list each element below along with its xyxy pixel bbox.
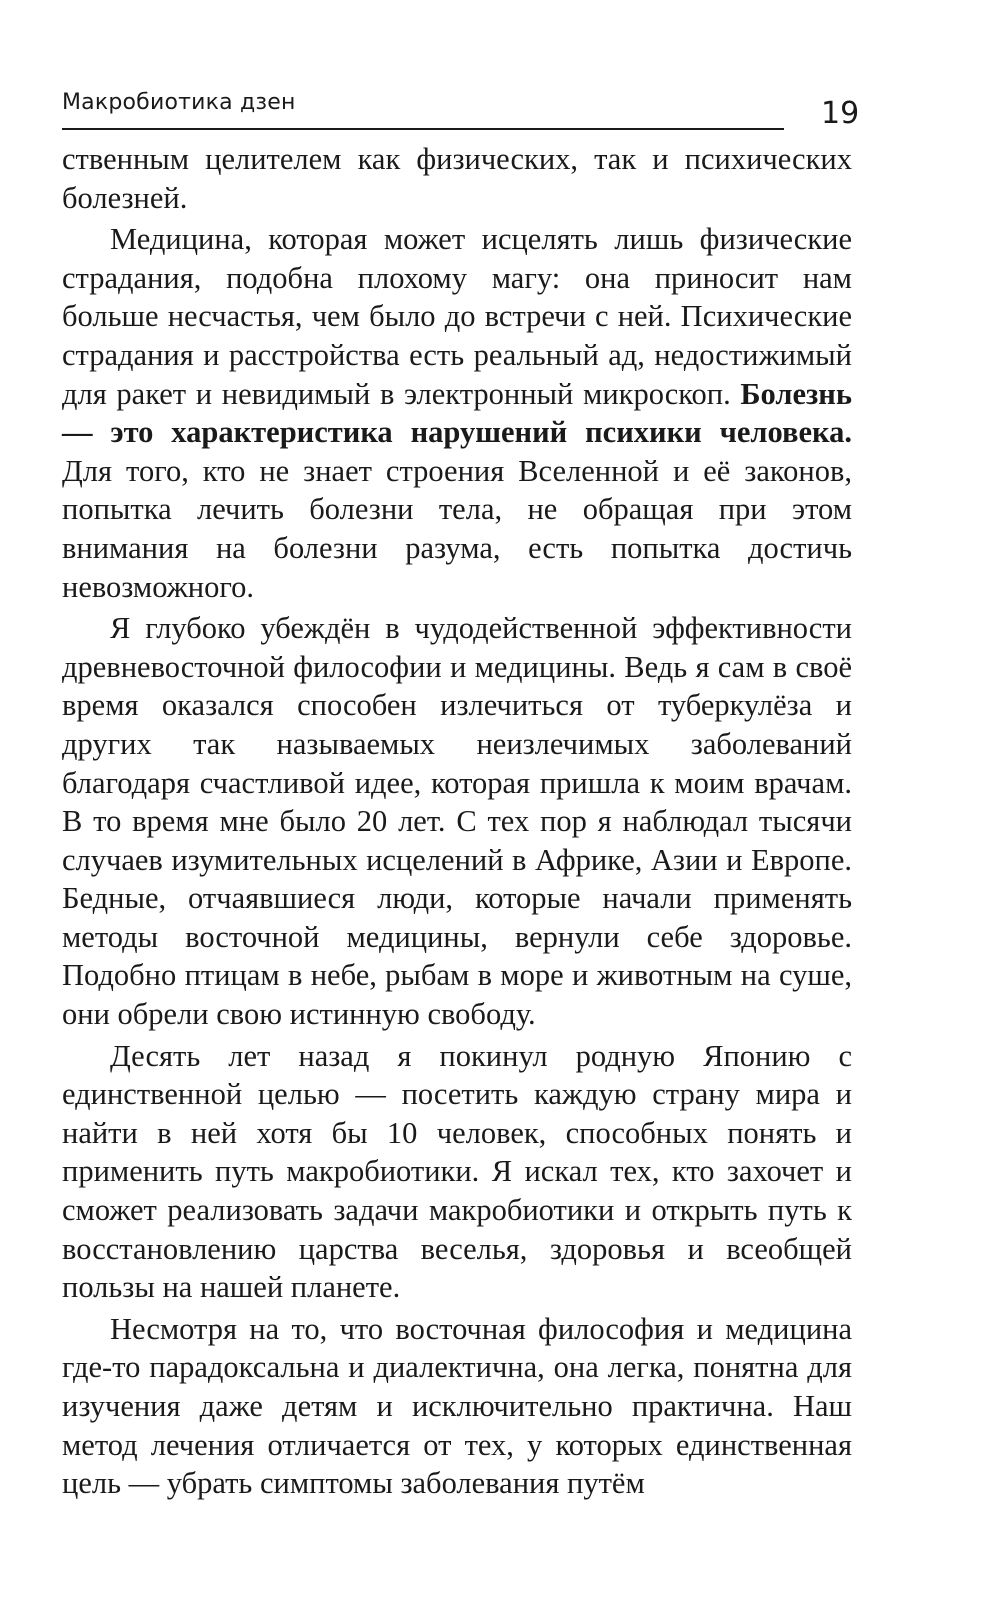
paragraph-2-bold-statement: Болезнь — это характеристика нарушений психики человека.: [62, 376, 852, 450]
running-head: [62, 88, 784, 130]
running-title: Макробиотика дзен: [62, 90, 296, 115]
paragraph-2: [62, 220, 852, 606]
page-number: 19: [821, 96, 860, 131]
paragraph-2-text-after: Для того, кто не знает строения Вселенной и её законов, попытка лечить болезни тела, не обращая при этом внимания на болезни разума, есть попытка достичь невозможного.: [62, 453, 852, 604]
body-text: [62, 140, 852, 1503]
paragraph-4: Десять лет назад я покинул родную Японию с единственной целью — посетить каждую страну мира и найти в ней хотя бы 10 человек, способных понять и применить путь макробиотики. Я искал тех, кто захочет и сможет реализовать задачи макробиотики и открыть путь к восстановлению царства веселья, здоровья и всеобщей пользы на нашей планете.: [62, 1038, 852, 1305]
paragraph-3: Я глубоко убеждён в чудодейственной эффективности древневосточной философии и медицины. Ведь я сам в своё время оказался способен излечиться от туберкулёза и других так называемых неизлечимых заболеваний благодаря счастливой идее, которая пришла к моим врачам. В то время мне было 20 лет. С тех пор я наблюдал тысячи случаев изумительных исцелений в Африке, Азии и Европе. Бедные, отчаявшиеся люди, которые начали применять методы восточной медицины, вернули себе здоровье. Подобно птицам в небе, рыбам в море и животным на суше, они обрели свою истинную свободу.: [62, 611, 852, 1032]
paragraph-2-text-before: Медицина, которая может исцелять лишь физические страдания, подобна плохому магу: она приносит нам больше несчастья, чем было до встречи с ней. Психические страдания и расстройства есть реальный ад, недостижимый для ракет и невидимый в электронный микроскоп.: [62, 222, 852, 411]
paragraph-5: Несмотря на то, что восточная философия и медицина где-то парадоксальна и диалектична, она легка, понятна для изучения даже детям и исключительно практична. Наш метод лечения отличается от тех, у которых единственная цель — убрать симптомы заболевания путём: [62, 1311, 852, 1501]
paragraph-1: ственным целителем как физических, так и психических болезней.: [62, 142, 852, 215]
